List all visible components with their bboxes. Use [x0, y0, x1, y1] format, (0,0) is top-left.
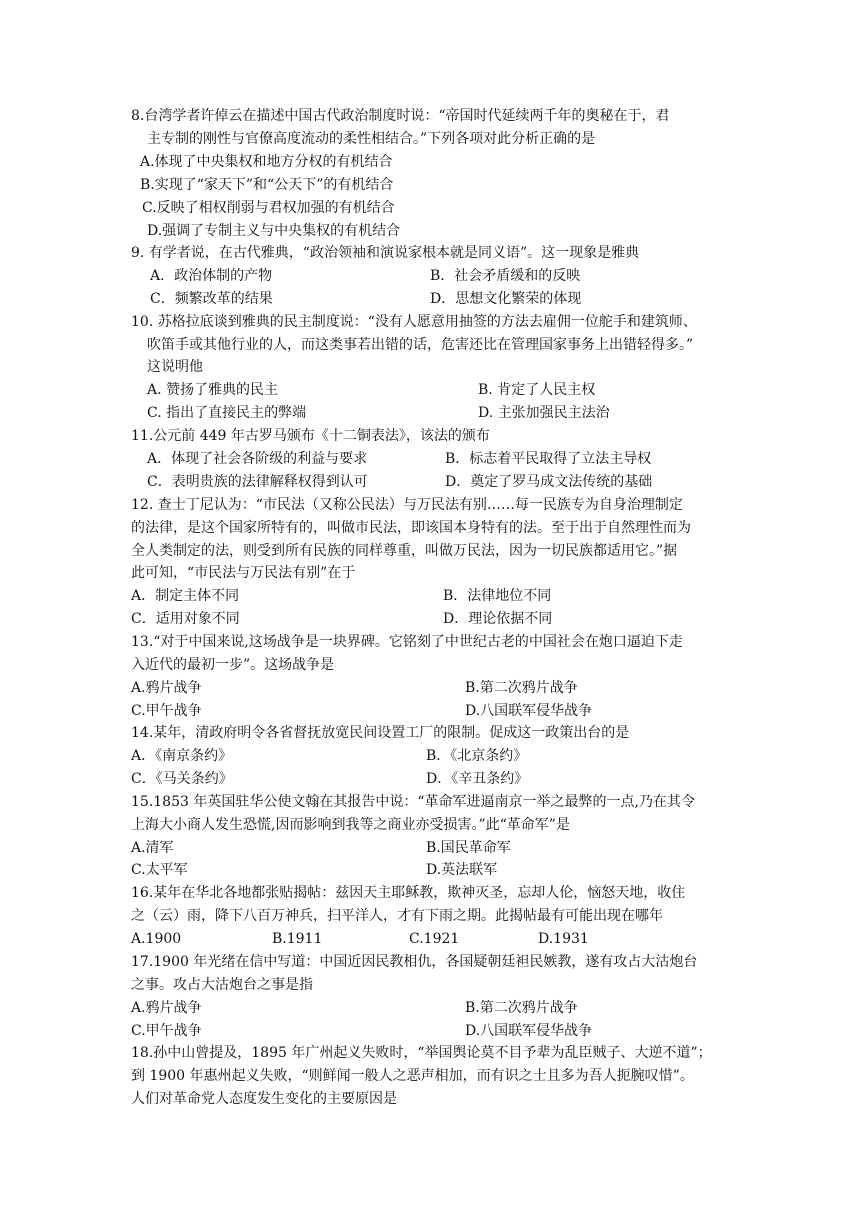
option-d: D.八国联军侵华战争 — [465, 703, 593, 719]
option-c: C．适用对象不同 — [131, 611, 240, 627]
question-text-line: 这说明他 — [147, 359, 203, 375]
option-d: D.英法联军 — [426, 862, 498, 878]
option-d: D.强调了专制主义与中央集权的有机结合 — [147, 223, 401, 239]
question-text-line: 上海大小商人发生恐慌,因而影响到我等之商业亦受损害。”此“革命军”是 — [131, 817, 570, 833]
question-text-line: 15.1853 年英国驻华公使文翰在其报告中说：“革命军进逼南京一举之最弊的一点,乃在其令 — [131, 794, 695, 810]
question-text-line: 16.某年在华北各地都张贴揭帖：兹因天主耶稣教，欺神灭圣，忘却人伦，恼怒天地，收住 — [131, 885, 686, 901]
option-d: D．理论依据不同 — [443, 611, 553, 627]
question-text-line: 17.1900 年光绪在信中写道：中国近因民教相仇，各国疑朝廷袒民嫉教，遂有攻占大沽炮台 — [131, 954, 698, 970]
option-b: B．《北京条约》 — [426, 748, 528, 764]
question-text-line: 14.某年，清政府明令各省督抚放宽民间设置工厂的限制。促成这一政策出台的是 — [131, 725, 630, 741]
question-text-line: 10. 苏格拉底谈到雅典的民主制度说：“没有人愿意用抽签的方法去雇佣一位舵手和建筑师、 — [131, 314, 697, 330]
question-text-line: 人们对革命党人态度发生变化的主要原因是 — [131, 1091, 397, 1107]
option-c: C.1921 — [409, 931, 460, 947]
option-d: D．《辛丑条约》 — [426, 771, 529, 787]
question-text-line: 吹笛手或其他行业的人，而这类事若出错的话，危害还比在管理国家事务上出错轻得多。” — [147, 337, 694, 353]
option-d: D.八国联军侵华战争 — [465, 1023, 593, 1039]
question-text-line: 11.公元前 449 年古罗马颁布《十二铜表法》，该法的颁布 — [131, 428, 490, 444]
option-c: C.甲午战争 — [131, 703, 202, 719]
option-c: C．《马关条约》 — [131, 771, 233, 787]
question-text-line: 全人类制定的法，则受到所有民族的同样尊重，叫做万民法，因为一切民族都适用它。”据 — [131, 543, 678, 559]
option-a: A．体现了社会各阶级的利益与要求 — [147, 451, 368, 467]
option-d: D．思想文化繁荣的体现 — [430, 291, 582, 307]
option-b: B.实现了“家天下”和“公天下”的有机结合 — [140, 177, 394, 193]
option-a: A．《南京条约》 — [131, 748, 233, 764]
option-b: B. 肯定了人民主权 — [478, 382, 596, 398]
option-c: C. 指出了直接民主的弊端 — [147, 405, 307, 421]
question-text-line: 之（云）雨，降下八百万神兵，扫平洋人，才有下雨之期。此揭帖最有可能出现在哪年 — [131, 908, 663, 924]
option-a: A.鸦片战争 — [131, 680, 202, 696]
option-a: A．制定主体不同 — [131, 588, 240, 604]
option-d: D．奠定了罗马成文法传统的基础 — [445, 474, 653, 490]
option-b: B.第二次鸦片战争 — [465, 1000, 578, 1016]
option-c: C.反映了相权削弱与君权加强的有机结合 — [142, 200, 395, 216]
option-a: A. 赞扬了雅典的民主 — [147, 382, 279, 398]
question-text-line: 12. 查士丁尼认为：“市民法（又称公民法）与万民法有别……每一民族专为自身治理制定 — [131, 497, 683, 513]
option-b: B．法律地位不同 — [443, 588, 552, 604]
question-text-line: 此可知，“市民法与万民法有别”在于 — [131, 565, 356, 581]
option-a: A.鸦片战争 — [131, 1000, 202, 1016]
question-text-line: 到 1900 年惠州起义失败，“则鲜闻一般人之恶声相加，而有识之士且多为吾人扼腕叹惜”。 — [131, 1068, 694, 1084]
option-b: B．社会矛盾缓和的反映 — [430, 268, 581, 284]
option-c: C．频繁改革的结果 — [150, 291, 273, 307]
option-d: D.1931 — [538, 931, 589, 947]
question-text-line: 的法律，是这个国家所特有的，叫做市民法，即该国本身特有的法。至于出于自然理性而为 — [131, 520, 691, 536]
option-b: B．标志着平民取得了立法主导权 — [445, 451, 652, 467]
question-text-line: 之事。攻占大沽炮台之事是指 — [131, 977, 313, 993]
option-b: B.1911 — [272, 931, 323, 947]
question-text-line: 9. 有学者说，在古代雅典，“政治领袖和演说家根本就是同义语”。这一现象是雅典 — [131, 245, 640, 261]
question-text-line: 18.孙中山曾提及，1895 年广州起义失败时，“举国舆论莫不目予辈为乱臣贼子、大逆不道”； — [131, 1045, 712, 1061]
option-c: C.太平军 — [131, 862, 188, 878]
option-b: B.国民革命军 — [426, 840, 511, 856]
option-c: C．表明贵族的法律解释权得到认可 — [147, 474, 368, 490]
option-c: C.甲午战争 — [131, 1023, 202, 1039]
option-d: D. 主张加强民主法治 — [478, 405, 610, 421]
option-a: A.体现了中央集权和地方分权的有机结合 — [140, 154, 393, 170]
question-text-line: 13.“对于中国来说,这场战争是一块界碑。它铭刻了中世纪古老的中国社会在炮口逼迫下走 — [131, 634, 683, 650]
option-a: A.1900 — [131, 931, 182, 947]
question-text-line: 入近代的最初一步”。这场战争是 — [131, 657, 335, 673]
option-a: A．政治体制的产物 — [150, 268, 273, 284]
question-text-line: 主专制的刚性与官僚高度流动的柔性相结合。”下列各项对此分析正确的是 — [147, 131, 596, 147]
option-b: B.第二次鸦片战争 — [465, 680, 578, 696]
option-a: A.清军 — [131, 840, 174, 856]
question-text-line: 8.台湾学者许倬云在描述中国古代政治制度时说：“帝国时代延续两千年的奥秘在于，君 — [131, 108, 670, 124]
